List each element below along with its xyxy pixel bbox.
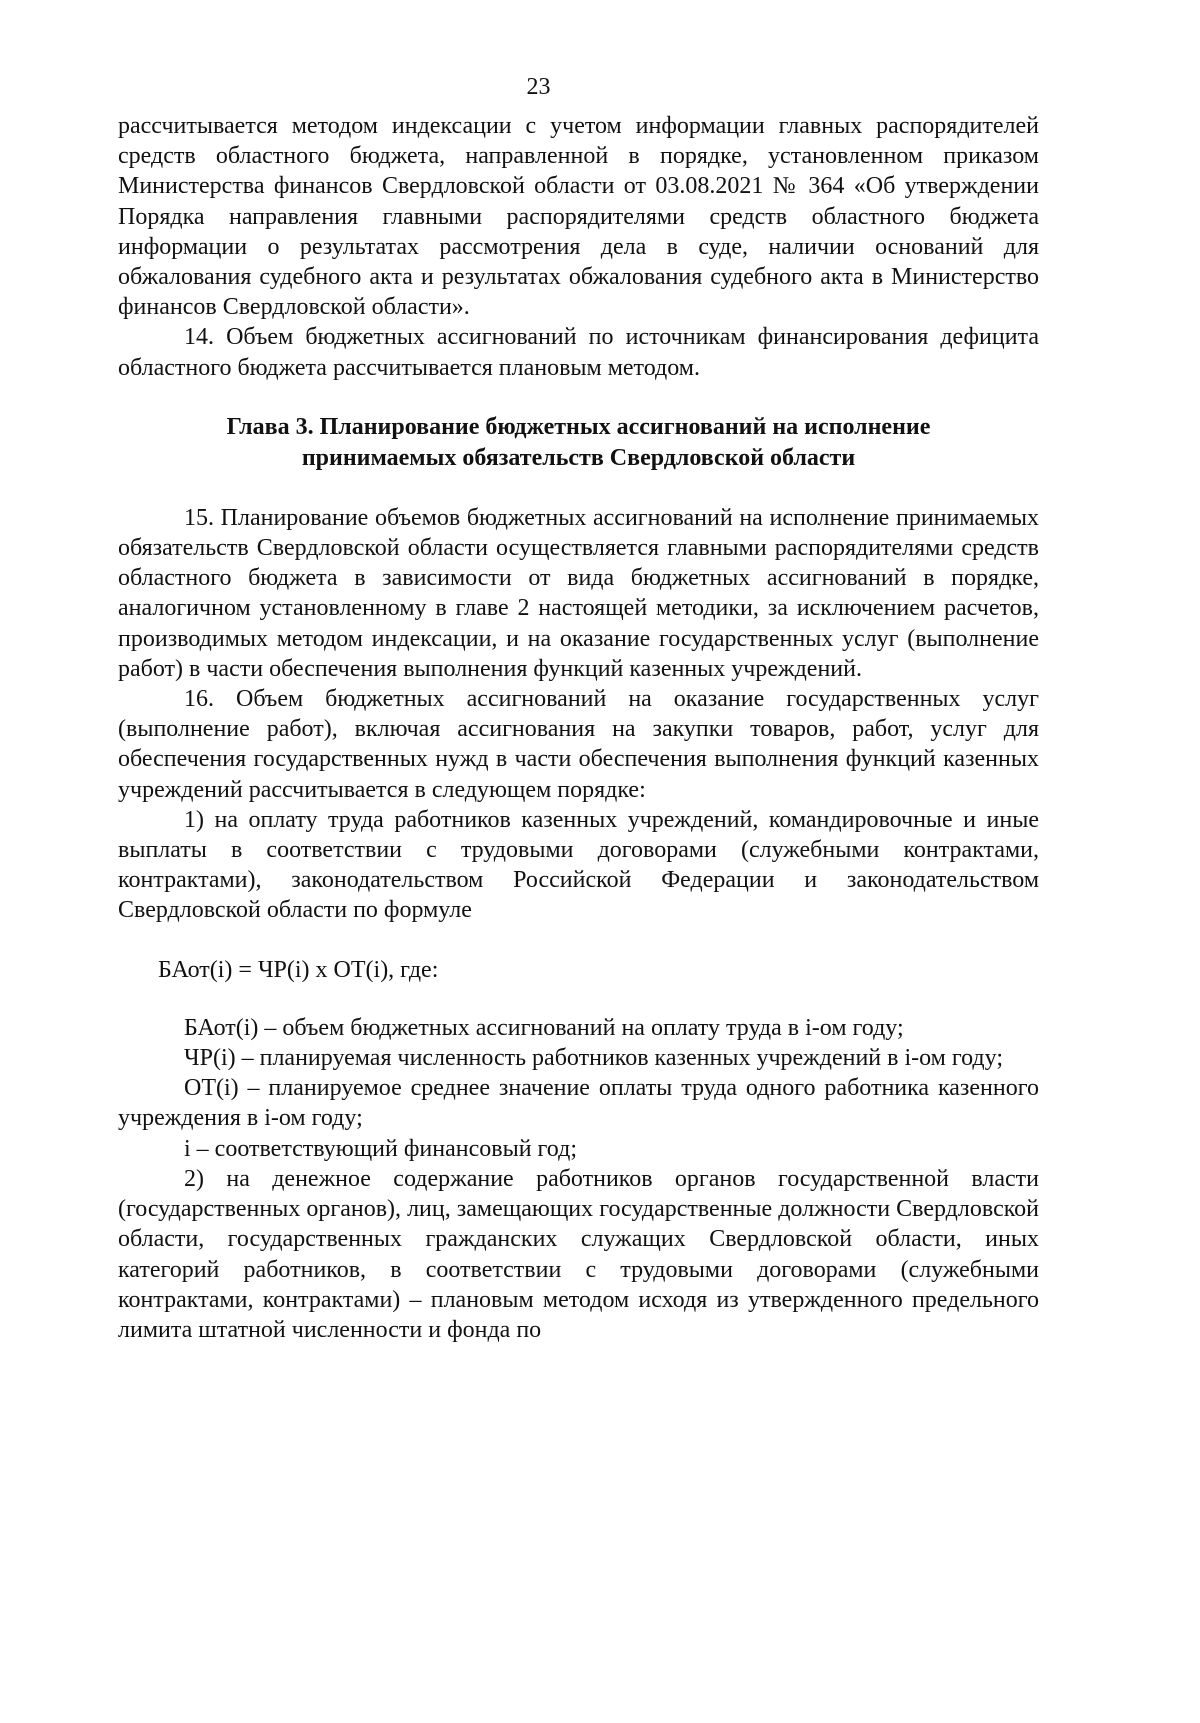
paragraph-16-item-2: 2) на денежное содержание работников органов государственной власти (государственных органов), лиц, замещающих государственные должности Свердловской области, государственных гражданских служащих Свердловской области, иных категорий работников, в соответствии с трудовыми договорами (служебными контрактами, контрактами) – плановым методом исходя из утвержденного предельного лимита штатной численности и фонда по	[118, 1165, 1039, 1343]
definition-chr: ЧР(i) – планируемая численность работников казенных учреждений в i-ом году;	[184, 1045, 1003, 1072]
chapter-heading	[118, 412, 1039, 474]
chapter-heading-line-2: принимаемых обязательств Свердловской области	[301, 444, 856, 471]
definition-ba: БАот(i) – объем бюджетных ассигнований на оплату труда в i-ом году;	[184, 1014, 904, 1041]
definition-i: i – соответствующий финансовый год;	[184, 1135, 577, 1162]
definition-ot: ОТ(i) – планируемое среднее значение оплаты труда одного работника казенного учреждения в i-ом году;	[118, 1075, 1039, 1132]
paragraph-continuation: рассчитывается методом индексации с учетом информации главных распорядителей средств областного бюджета, направленной в порядке, установленном приказом Министерства финансов Свердловской области от 03.08.2021 № 364 «Об утверждении Порядка направления главными распорядителями средств областного бюджета информации о результатах рассмотрения дела в суде, наличии оснований для обжалования судебного акта и результатах обжалования судебного акта в Министерство финансов Свердловской области».	[118, 113, 1039, 321]
formula: БАот(i) = ЧР(i) х ОТ(i), где:	[158, 956, 439, 983]
page-number: 23	[526, 74, 551, 100]
paragraph-16-item-1: 1) на оплату труда работников казенных учреждений, командировочные и иные выплаты в соответствии с трудовыми договорами (служебными контрактами, контрактами), законодательством Российской Федерации и законодательством Свердловской области по формуле	[118, 806, 1039, 924]
paragraph-14: 14. Объем бюджетных ассигнований по источникам финансирования дефицита областного бюджета рассчитывается плановым методом.	[118, 324, 1039, 381]
paragraph-15: 15. Планирование объемов бюджетных ассигнований на исполнение принимаемых обязательств Свердловской области осуществляется главными распорядителями средств областного бюджета в зависимости от вида бюджетных ассигнований в порядке, аналогичном установленному в главе 2 настоящей методики, за исключением расчетов, производимых методом индексации, и на оказание государственных услуг (выполнение работ) в части обеспечения выполнения функций казенных учреждений.	[118, 504, 1039, 682]
document-body	[118, 111, 1039, 1345]
paragraph-16: 16. Объем бюджетных ассигнований на оказание государственных услуг (выполнение работ), включая ассигнования на закупки товаров, работ, услуг для обеспечения государственных нужд в части обеспечения выполнения функций казенных учреждений рассчитывается в следующем порядке:	[118, 686, 1039, 803]
chapter-heading-line-1: Глава 3. Планирование бюджетных ассигнований на исполнение	[226, 413, 931, 440]
